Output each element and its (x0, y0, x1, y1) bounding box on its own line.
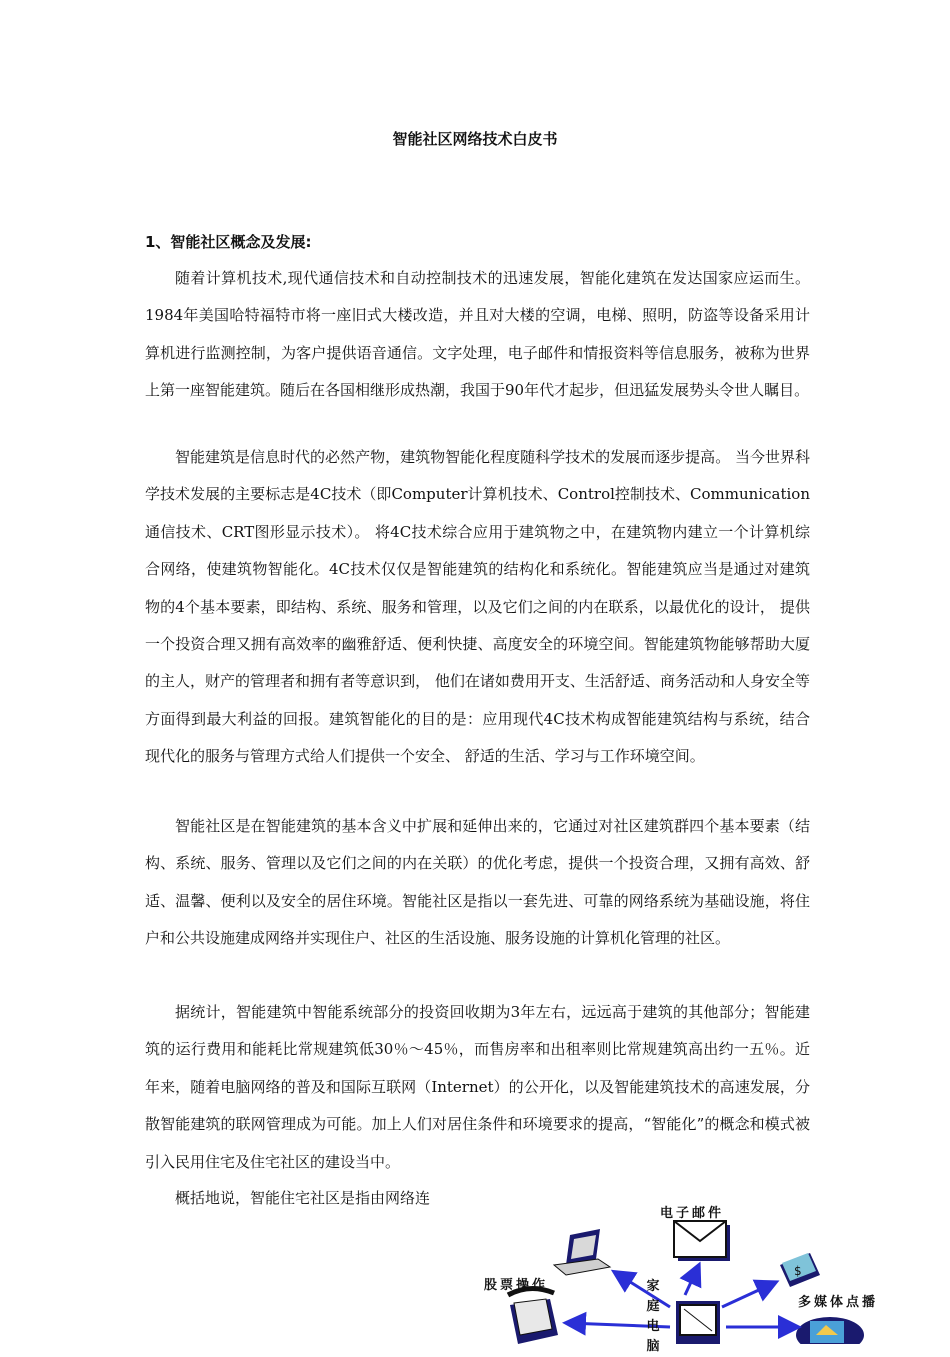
envelope-icon (674, 1221, 730, 1261)
media-disc-icon (796, 1317, 864, 1344)
label-stock: 股票操作 (484, 1278, 549, 1293)
label-home-pc: 家庭电脑 (646, 1279, 660, 1354)
document-title: 智能社区网络技术白皮书 (392, 130, 558, 148)
paragraph: 智能建筑是信息时代的必然产物，建筑物智能化程度随科学技术的发展而逐步提高。 当今世界科学技术发展的主要标志是4C技术（即Computer计算机技术、Control控制技术、Communication通信技术、CRT图形显示技术）。 将4C技术综合应用于建筑物之中，在建筑物内建立一个计算机综合网络，使建筑物智能化。4C技术仅仅是智能建筑的结构化和系统化。智能建筑应当是通过对建筑物的4个基本要素，即结构、系统、服务和管理，以及它们之间的内在联系，以最优化的设计， 提供一个投资合理又拥有高效率的幽雅舒适、便利快捷、高度安全的环境空间。智能建筑物能够帮助大厦的主人，财产的管理者和拥有者等意识到， 他们在诸如费用开支、生活舒适、商务活动和人身安全等方面得到最大利益的回报。建筑智能化的目的是：应用现代4C技术构成智能建筑结构与系统，结合现代化的服务与管理方式给人们提供一个安全、 舒适的生活、学习与工作环境空间。 (145, 448, 810, 766)
paragraph: 概括地说，智能住宅社区是指由网络连 (175, 1189, 431, 1207)
paragraph: 据统计，智能建筑中智能系统部分的投资回收期为3年左右，远远高于建筑的其他部分；智能建筑的运行费用和能耗比常规建筑低30％～45％，而售房率和出租率则比常规建筑高出约一五％。近年来，随着电脑网络的普及和国际互联网（Internet）的公开化，以及智能建筑技术的高速发展，分散智能建筑的联网管理成为可能。加上人们对居住条件和环境要求的提高，“智能化”的概念和模式被引入民用住宅及住宅社区的建设当中。 (145, 1003, 810, 1171)
section-heading: 1、智能社区概念及发展: (145, 233, 312, 251)
svg-text:$: $ (794, 1264, 802, 1278)
label-email: 电子邮件 (660, 1206, 725, 1221)
paragraph: 随着计算机技术,现代通信技术和自动控制技术的迅速发展，智能化建筑在发达国家应运而生。1984年美国哈特福特市将一座旧式大楼改造，并且对大楼的空调，电梯、照明，防盗等设备采用计算机进行监测控制，为客户提供语音通信。文字处理，电子邮件和情报资料等信息服务，被称为世界上第一座智能建筑。随后在各国相继形成热潮，我国于90年代才起步，但迅猛发展势头令世人瞩目。 (145, 269, 810, 400)
money-card-icon (780, 1253, 820, 1287)
telephone-icon (508, 1288, 558, 1344)
paragraph: 智能社区是在智能建筑的基本含义中扩展和延伸出来的，它通过对社区建筑群四个基本要素（结构、系统、服务、管理以及它们之间的内在关联）的优化考虑，提供一个投资合理，又拥有高效、舒适、温馨、便利以及安全的居住环境。智能社区是指以一套先进、可靠的网络系统为基础设施，将住户和公共设施建成网络并实现住户、社区的生活设施、服务设施的计算机化管理的社区。 (145, 817, 810, 948)
laptop-icon (554, 1229, 610, 1275)
network-diagram (470, 1195, 900, 1354)
label-multimedia: 多媒体点播 (798, 1295, 879, 1310)
computer-icon (676, 1301, 720, 1344)
